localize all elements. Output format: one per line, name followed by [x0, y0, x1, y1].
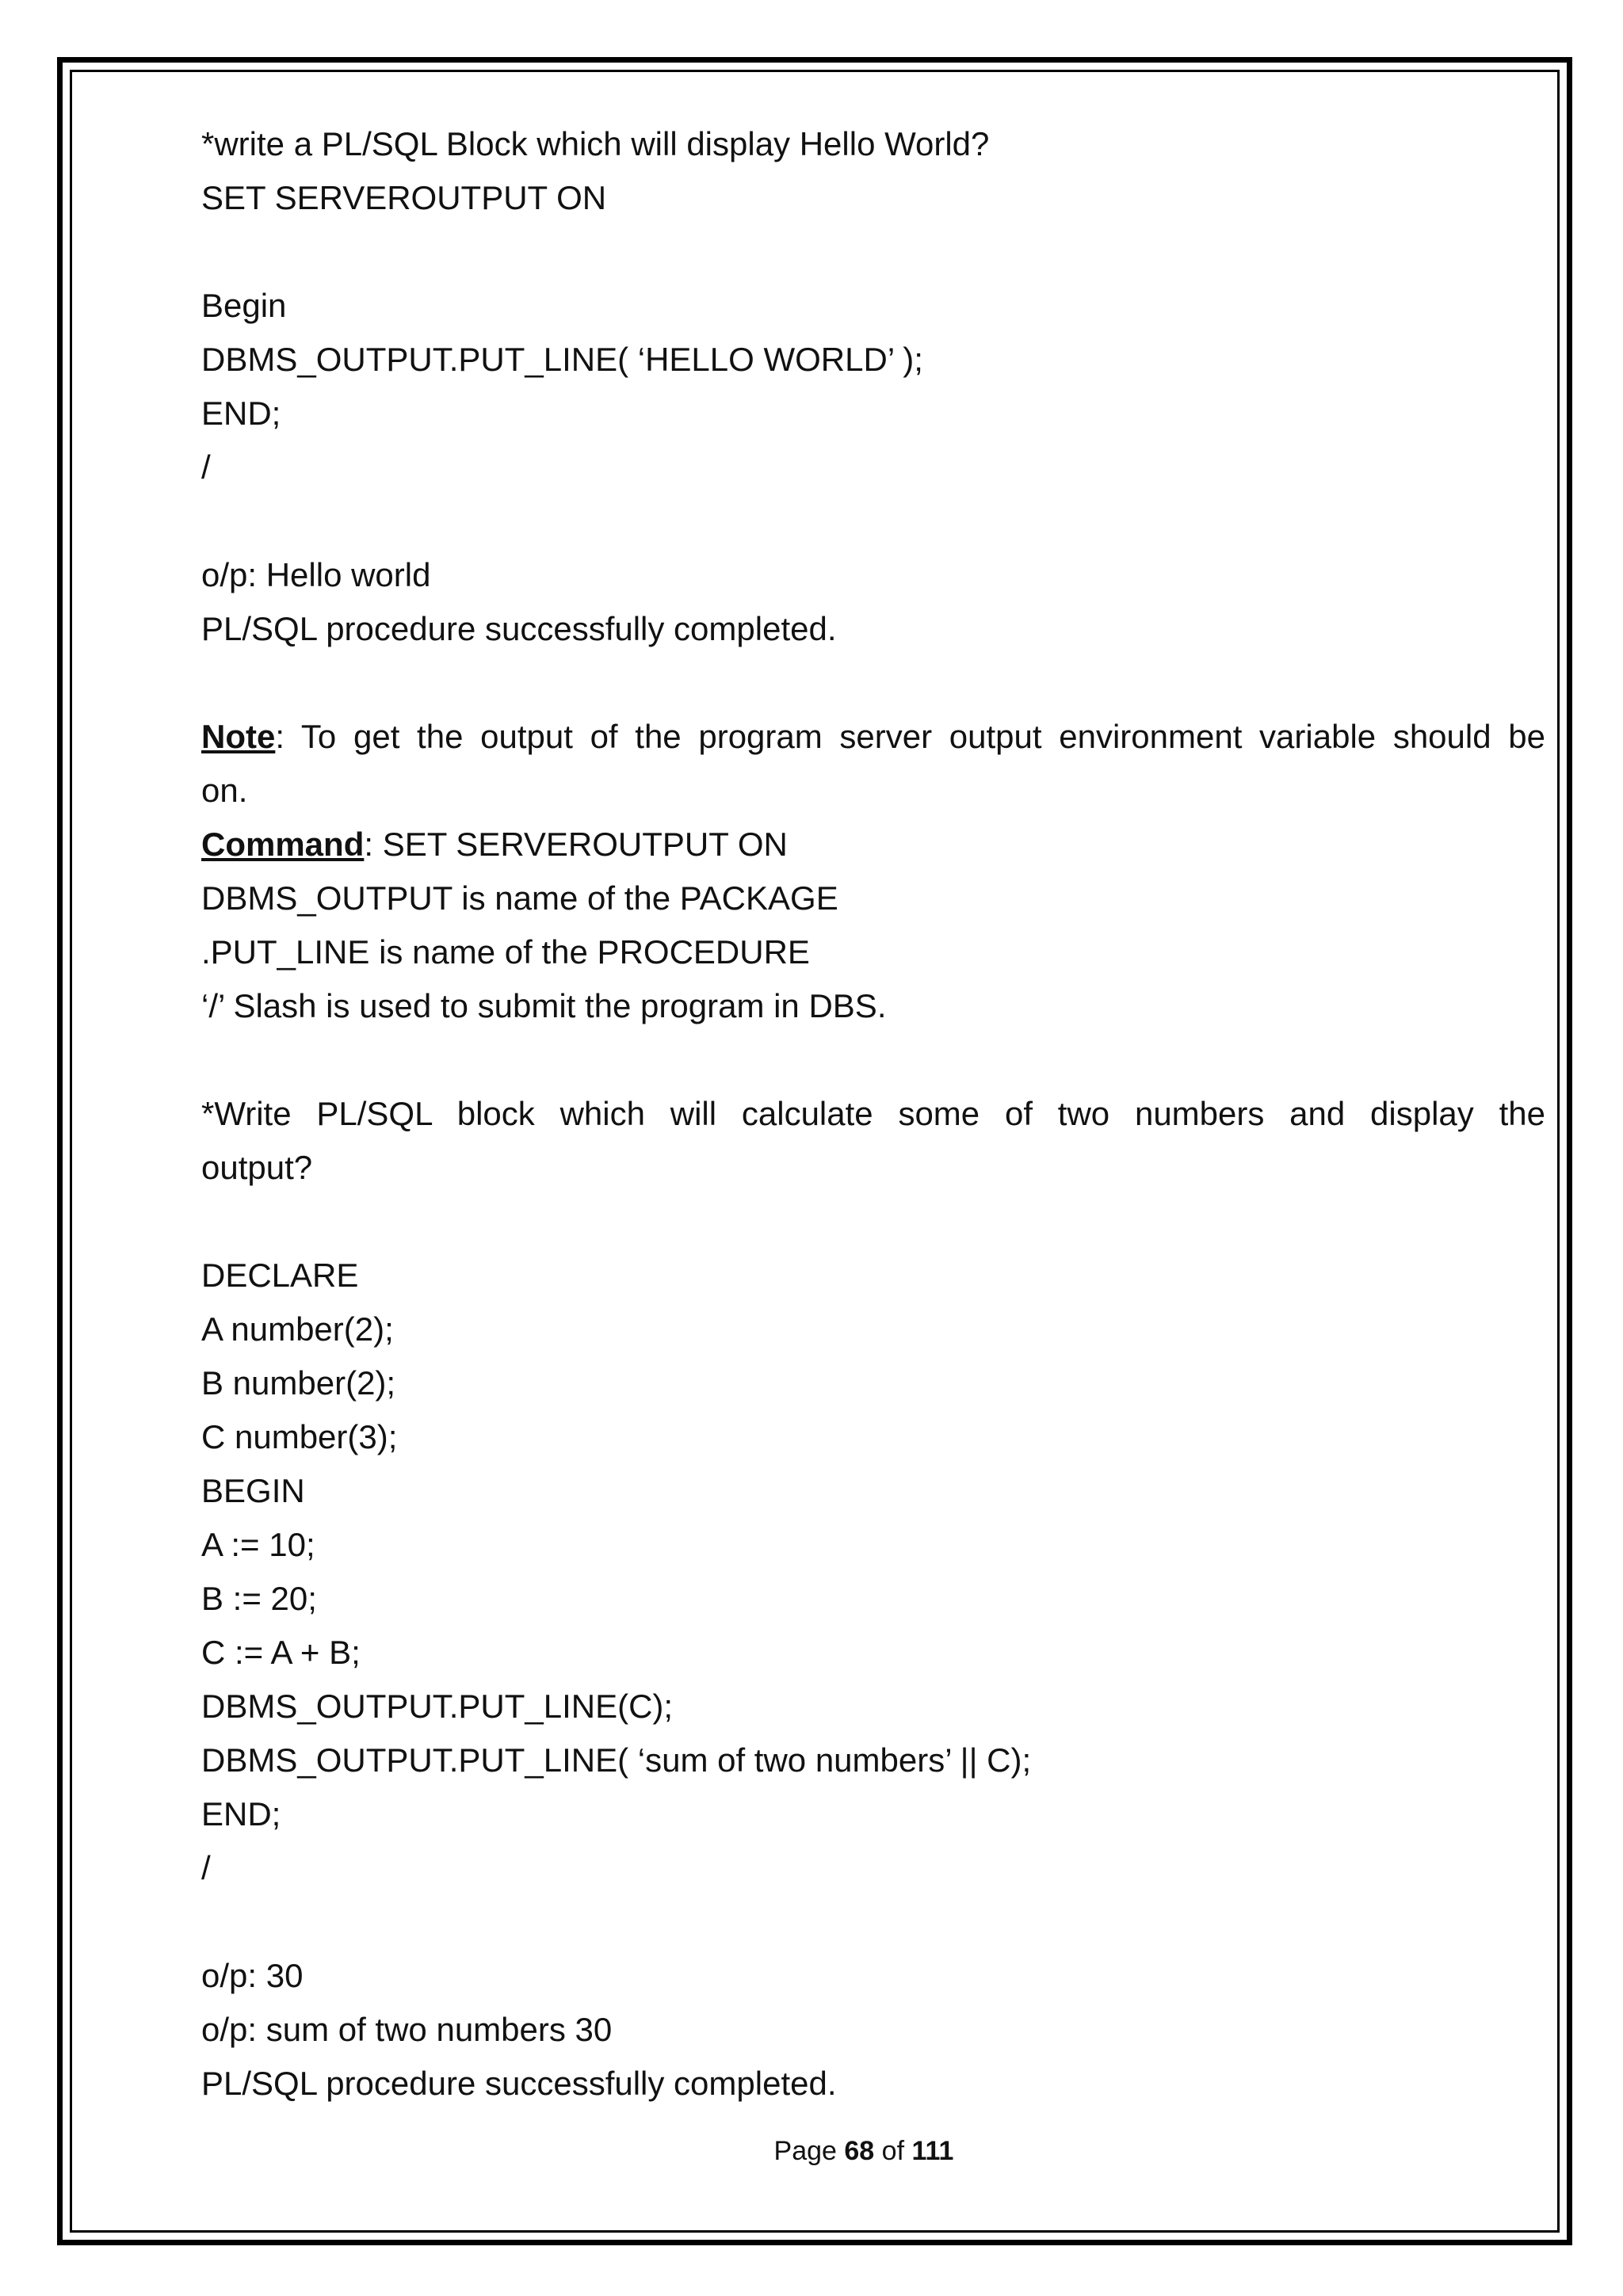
page-of-text: of — [874, 2136, 912, 2166]
code-line: B number(2); — [201, 1364, 396, 1402]
note-text: : To get the output of the program server output environment variable should be — [275, 718, 1545, 755]
command-paragraph — [201, 818, 1545, 871]
question-sum-two-numbers: *Write PL/SQL block which will calculate some of two numbers and display the — [201, 1095, 1545, 1132]
output-line: o/p: sum of two numbers 30 — [201, 2011, 613, 2048]
code-line: DBMS_OUTPUT.PUT_LINE( ‘HELLO WORLD’ ); — [201, 341, 923, 378]
output-line: o/p: Hello world — [201, 556, 431, 593]
code-line: END; — [201, 1795, 281, 1833]
code-line: DBMS_OUTPUT.PUT_LINE( ‘sum of two numbers’ || C); — [201, 1741, 1032, 1779]
code-line: SET SERVEROUTPUT ON — [201, 179, 607, 216]
code-line: DBMS_OUTPUT.PUT_LINE(C); — [201, 1688, 674, 1725]
code-line: BEGIN — [201, 1472, 305, 1509]
note-line: ‘/’ Slash is used to submit the program in DBS. — [201, 987, 887, 1024]
page-prefix: Page — [773, 2136, 845, 2166]
output-line: PL/SQL procedure successfully completed. — [201, 610, 837, 647]
document-body — [201, 117, 1545, 2111]
question-hello-world: *write a PL/SQL Block which will display Hello World? — [201, 125, 990, 162]
code-line: C number(3); — [201, 1418, 398, 1455]
code-line: Begin — [201, 287, 287, 324]
code-line: A number(2); — [201, 1310, 394, 1348]
note-text-continued: on. — [201, 772, 248, 809]
output-line: PL/SQL procedure successfully completed. — [201, 2065, 837, 2102]
code-line: / — [201, 1849, 211, 1886]
blank-line — [201, 1895, 1545, 1949]
blank-line — [201, 225, 1545, 279]
command-label: Command — [201, 826, 365, 863]
command-text: : SET SERVEROUTPUT ON — [364, 826, 788, 863]
code-line: DECLARE — [201, 1257, 359, 1294]
blank-line — [201, 494, 1545, 548]
question-sum-two-numbers-continued: output? — [201, 1149, 313, 1186]
code-line: C := A + B; — [201, 1634, 361, 1671]
note-label: Note — [201, 718, 276, 755]
page-footer — [0, 2136, 1623, 2167]
note-line: .PUT_LINE is name of the PROCEDURE — [201, 933, 810, 971]
output-line: o/p: 30 — [201, 1957, 304, 1994]
blank-line — [201, 1033, 1545, 1087]
note-paragraph — [201, 710, 1545, 764]
code-line: END; — [201, 395, 281, 432]
code-line: / — [201, 448, 211, 486]
page-number: 68 — [844, 2136, 875, 2166]
total-pages: 111 — [911, 2136, 954, 2166]
code-line: A := 10; — [201, 1526, 315, 1563]
blank-line — [201, 656, 1545, 710]
note-line: DBMS_OUTPUT is name of the PACKAGE — [201, 879, 838, 917]
code-line: B := 20; — [201, 1580, 317, 1617]
blank-line — [201, 1195, 1545, 1249]
